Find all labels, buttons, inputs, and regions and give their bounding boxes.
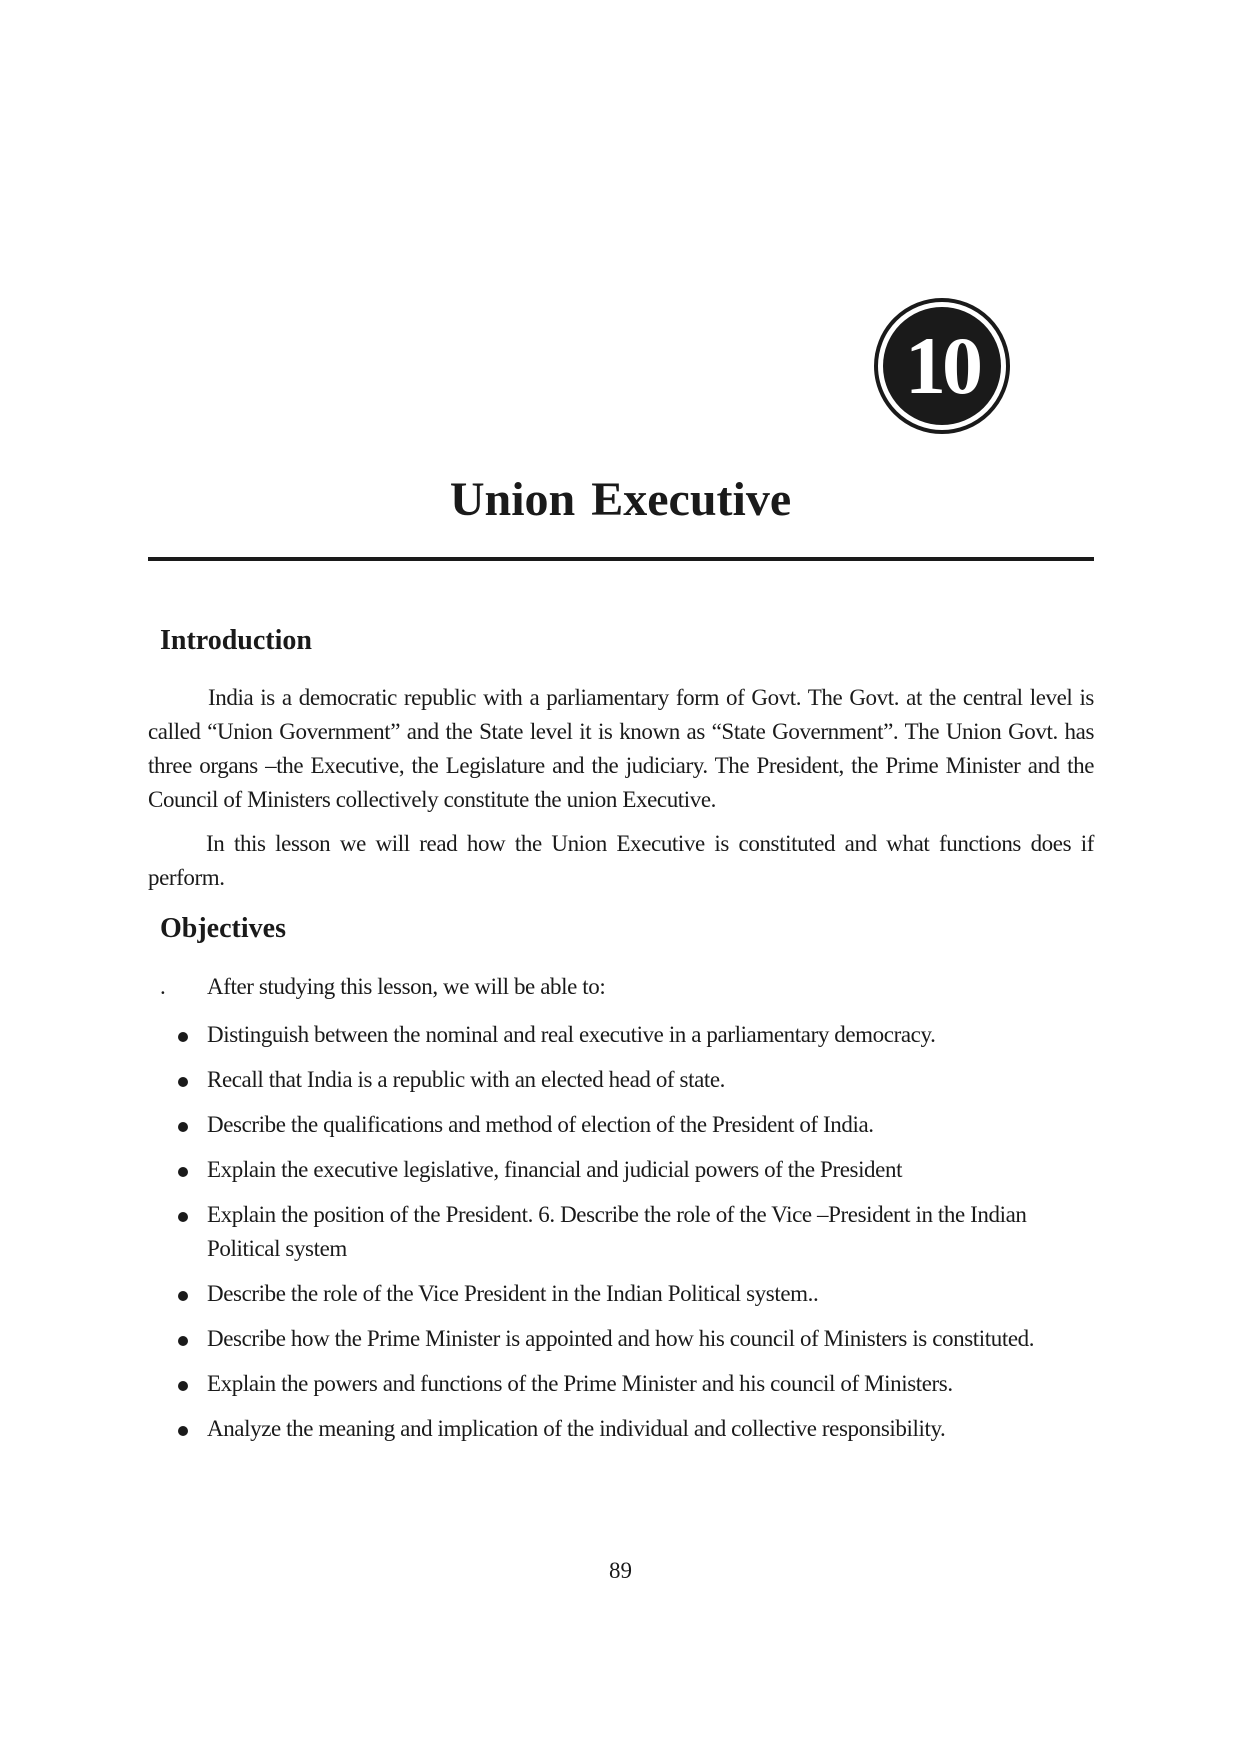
page-number: 89 — [609, 1558, 632, 1583]
objective-item — [174, 1412, 1094, 1446]
introduction-paragraph-1: India is a democratic republic with a parliamentary form of Govt. The Govt. at the central level is called “Union Government” and the State level it is known as “State Government”. The Union Govt. has three organs –the Executive, the Legislature and the judiciary. The President, the Prime Minister and the Council of Ministers collectively constitute the union Executive. — [148, 685, 1094, 812]
bullet-icon — [178, 1426, 188, 1436]
objective-text: Explain the position of the President. 6. Describe the role of the Vice –President in the Indian Political system — [207, 1202, 1027, 1261]
bullet-icon — [178, 1381, 188, 1391]
introduction-heading: Introduction — [160, 625, 312, 656]
objective-item — [174, 1322, 1094, 1356]
objective-text: Explain the executive legislative, financial and judicial powers of the President — [207, 1157, 903, 1182]
bullet-icon — [178, 1032, 188, 1042]
objectives-heading: Objectives — [160, 913, 286, 944]
title-divider — [148, 557, 1094, 561]
objectives-list — [174, 1018, 1094, 1457]
objective-item — [174, 1063, 1094, 1097]
objective-text: Describe the qualifications and method of election of the President of India. — [207, 1112, 874, 1137]
objective-text: Recall that India is a republic with an elected head of state. — [207, 1067, 726, 1092]
objective-item — [174, 1018, 1094, 1052]
bullet-icon — [178, 1167, 188, 1177]
objective-item — [174, 1277, 1094, 1311]
objective-text: Explain the powers and functions of the Prime Minister and his council of Ministers. — [207, 1371, 953, 1396]
objective-item — [174, 1153, 1094, 1187]
chapter-number: 10 — [883, 307, 1001, 425]
objective-item — [174, 1198, 1094, 1266]
bullet-icon — [178, 1122, 188, 1132]
bullet-icon — [178, 1291, 188, 1301]
objective-item — [174, 1367, 1094, 1401]
bullet-icon — [178, 1336, 188, 1346]
objectives-intro-text: After studying this lesson, we will be able to: — [207, 974, 606, 999]
bullet-icon — [178, 1212, 188, 1222]
objective-text: Describe how the Prime Minister is appointed and how his council of Ministers is constituted. — [207, 1326, 1035, 1351]
chapter-number-badge — [874, 298, 1010, 434]
objective-text: Distinguish between the nominal and real executive in a parliamentary democracy. — [207, 1022, 936, 1047]
objective-text: Describe the role of the Vice President in the Indian Political system.. — [207, 1281, 819, 1306]
chapter-title: Union Executive — [449, 473, 792, 526]
objective-text: Analyze the meaning and implication of the individual and collective responsibility. — [207, 1416, 946, 1441]
introduction-paragraph-2: In this lesson we will read how the Union Executive is constituted and what functions does if perform. — [148, 831, 1094, 890]
objectives-intro-marker: . — [160, 974, 166, 999]
bullet-icon — [178, 1077, 188, 1087]
objective-item — [174, 1108, 1094, 1142]
